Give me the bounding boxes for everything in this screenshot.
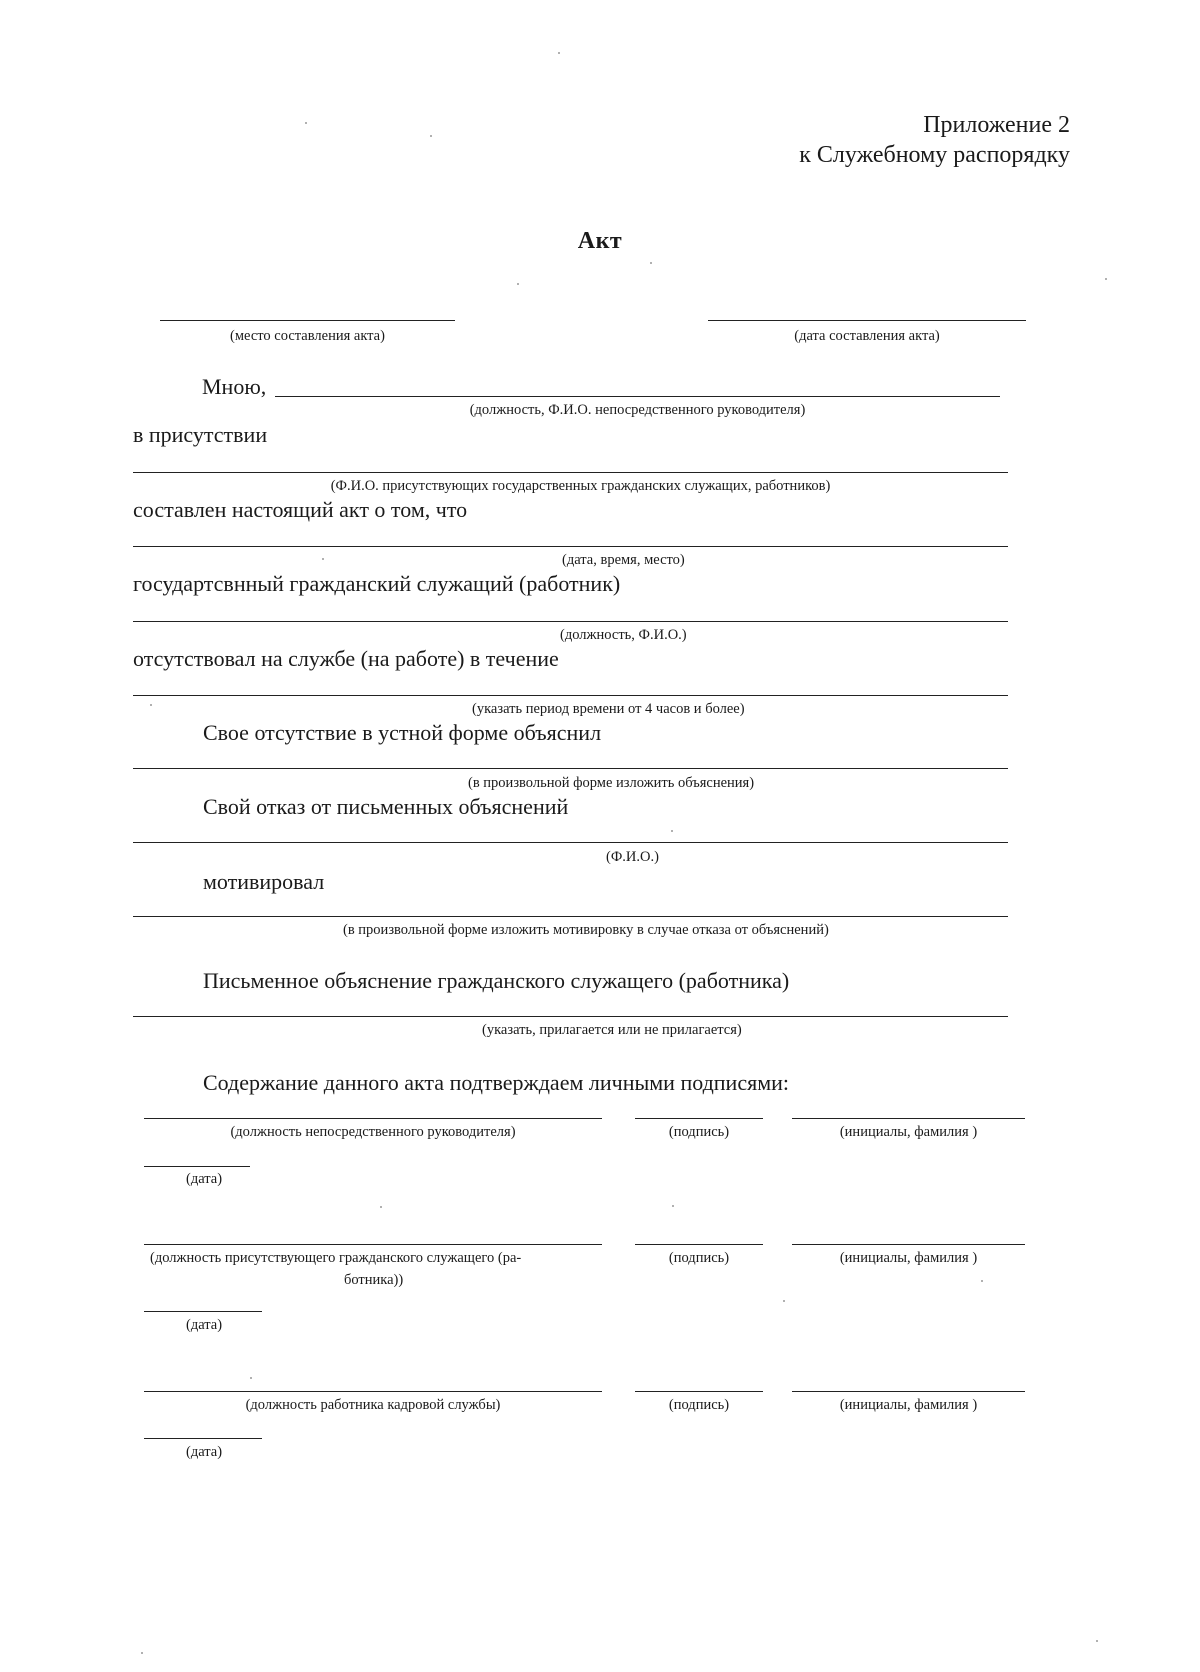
scan-speck	[150, 704, 152, 706]
supervisor-caption: (должность, Ф.И.О. непосредственного руководителя)	[469, 402, 806, 418]
signature-1-initials-line	[792, 1118, 1025, 1119]
position-name-line	[133, 621, 1008, 622]
signature-1-position-line	[144, 1118, 602, 1119]
scan-speck	[981, 1280, 983, 1282]
signature-1-date-caption: (дата)	[186, 1171, 223, 1187]
signature-3-position-caption: (должность работника кадровой службы)	[245, 1397, 501, 1413]
present-line	[133, 472, 1008, 473]
scan-speck	[322, 558, 324, 560]
oral-explanation-label: Свое отсутствие в устной форме объяснил	[203, 720, 602, 745]
period-caption: (указать период времени от 4 часов и более)	[472, 701, 745, 717]
present-caption: (Ф.И.О. присутствующих государственных гражданских служащих, работников)	[330, 478, 831, 494]
signature-3-date-line	[144, 1438, 262, 1439]
signature-1-date-line	[144, 1166, 250, 1167]
fio-line	[133, 842, 1008, 843]
scan-speck	[558, 52, 560, 54]
signature-3-initials-caption: (инициалы, фамилия )	[839, 1397, 978, 1413]
confirm-label: Содержание данного акта подтверждаем личными подписями:	[203, 1070, 790, 1095]
signature-1-position-caption: (должность непосредственного руководителя)	[230, 1124, 516, 1140]
signature-2-position-caption-line2: ботника))	[344, 1272, 404, 1288]
signature-2-date-line	[144, 1311, 262, 1312]
signature-3-initials-line	[792, 1391, 1025, 1392]
scan-speck	[1105, 278, 1107, 280]
signature-1-sign-line	[635, 1118, 763, 1119]
fio-caption: (Ф.И.О.)	[606, 849, 659, 865]
signature-1-sign-caption: (подпись)	[668, 1124, 730, 1140]
signature-1-initials-caption: (инициалы, фамилия )	[839, 1124, 978, 1140]
scan-speck	[517, 283, 519, 285]
signature-3-sign-line	[635, 1391, 763, 1392]
date-caption: (дата составления акта)	[794, 328, 940, 344]
signature-2-sign-line	[635, 1244, 763, 1245]
signature-2-date-caption: (дата)	[186, 1317, 223, 1333]
appendix-reference: к Служебному распорядку	[799, 142, 1070, 168]
motivated-label: мотивировал	[203, 869, 325, 894]
position-name-caption: (должность, Ф.И.О.)	[560, 627, 687, 643]
signature-3-position-line	[144, 1391, 602, 1392]
place-caption: (место составления акта)	[230, 328, 385, 344]
signature-2-position-line	[144, 1244, 602, 1245]
scan-speck	[1096, 1640, 1098, 1642]
attached-caption: (указать, прилагается или не прилагается)	[482, 1022, 742, 1038]
motivation-line	[133, 916, 1008, 917]
in-presence-label: в присутствии	[133, 422, 268, 447]
refusal-label: Свой отказ от письменных объяснений	[203, 794, 569, 819]
motivation-caption: (в произвольной форме изложить мотивировку в случае отказа от объяснений)	[343, 922, 829, 938]
place-line	[160, 320, 455, 321]
written-explanation-label: Письменное объяснение гражданского служащего (работника)	[203, 968, 790, 993]
scan-speck	[672, 1205, 674, 1207]
scan-speck	[671, 830, 673, 832]
datetime-line	[133, 546, 1008, 547]
scan-speck	[430, 135, 432, 137]
appendix-number: Приложение 2	[923, 112, 1070, 138]
signature-3-sign-caption: (подпись)	[668, 1397, 730, 1413]
date-line	[708, 320, 1026, 321]
signature-2-position-caption: (должность присутствующего гражданского служащего (ра-	[150, 1250, 522, 1266]
signature-2-initials-line	[792, 1244, 1025, 1245]
signature-3-date-caption: (дата)	[186, 1444, 223, 1460]
servant-label: государтсвнный гражданский служащий (работник)	[133, 571, 621, 596]
scan-speck	[783, 1300, 785, 1302]
signature-2-initials-caption: (инициалы, фамилия )	[839, 1250, 978, 1266]
datetime-caption: (дата, время, место)	[562, 552, 685, 568]
supervisor-line	[275, 396, 1000, 397]
signature-2-sign-caption: (подпись)	[668, 1250, 730, 1266]
scan-speck	[380, 1206, 382, 1208]
by-me-label: Мною,	[202, 374, 267, 399]
explanation-caption: (в произвольной форме изложить объяснения)	[468, 775, 755, 791]
scan-speck	[650, 262, 652, 264]
drawn-up-label: составлен настоящий акт о том, что	[133, 497, 468, 522]
explanation-line	[133, 768, 1008, 769]
scan-speck	[250, 1377, 252, 1379]
absent-label: отсутствовал на службе (на работе) в течение	[133, 646, 559, 671]
attached-line	[133, 1016, 1008, 1017]
scan-speck	[305, 122, 307, 124]
period-line	[133, 695, 1008, 696]
document-title: Акт	[577, 228, 623, 254]
scan-speck	[141, 1652, 143, 1654]
